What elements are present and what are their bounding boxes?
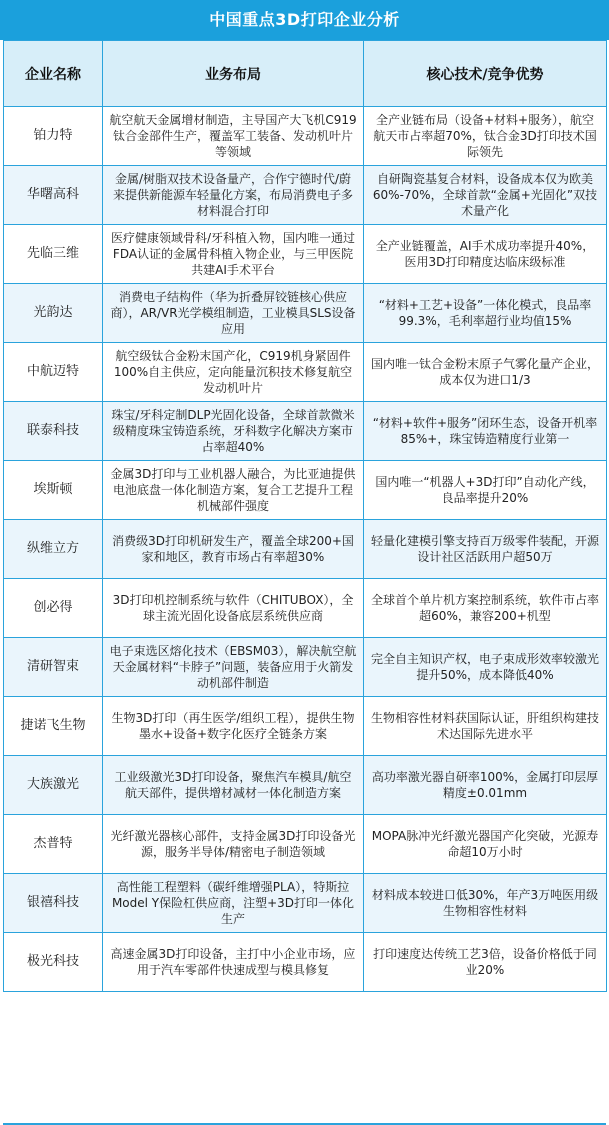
company-name-cell: 大族激光 [4, 756, 103, 815]
business-layout-cell: 消费级3D打印机研发生产，覆盖全球200+国家和地区，教育市场占有率超30% [103, 520, 364, 579]
table-row [4, 756, 607, 815]
table-row [4, 166, 607, 225]
core-advantage-cell: 全产业链布局（设备+材料+服务），航空航天市占率超70%，钛合金3D打印技术国际领先 [364, 107, 607, 166]
company-name-cell: 清研智束 [4, 638, 103, 697]
company-name-cell: 光韵达 [4, 284, 103, 343]
core-advantage-cell: 全球首个单片机方案控制系统，软件市占率超60%，兼容200+机型 [364, 579, 607, 638]
header-core-advantage: 核心技术/竞争优势 [364, 41, 607, 107]
header-business-layout: 业务布局 [103, 41, 364, 107]
company-name-cell: 极光科技 [4, 933, 103, 992]
business-layout-cell: 光纤激光器核心部件，支持金属3D打印设备光源，服务半导体/精密电子制造领域 [103, 815, 364, 874]
company-name-cell: 联泰科技 [4, 402, 103, 461]
table-row [4, 697, 607, 756]
core-advantage-cell: 轻量化建模引擎支持百万级零件装配，开源设计社区活跃用户超50万 [364, 520, 607, 579]
core-advantage-cell: 国内唯一“机器人+3D打印”自动化产线，良品率提升20% [364, 461, 607, 520]
core-advantage-cell: 自研陶瓷基复合材料，设备成本仅为欧美60%-70%，全球首款“金属+光固化”双技术量产化 [364, 166, 607, 225]
enterprise-table [3, 40, 607, 992]
table-row [4, 461, 607, 520]
company-name-cell: 创必得 [4, 579, 103, 638]
core-advantage-cell: 打印速度达传统工艺3倍，设备价格低于同业20% [364, 933, 607, 992]
table-row [4, 638, 607, 697]
core-advantage-cell: MOPA脉冲光纤激光器国产化突破，光源寿命超10万小时 [364, 815, 607, 874]
table-row [4, 402, 607, 461]
company-name-cell: 埃斯顿 [4, 461, 103, 520]
table-row [4, 874, 607, 933]
business-layout-cell: 航空航天金属增材制造，主导国产大飞机C919钛合金部件生产，覆盖军工装备、发动机叶片等领域 [103, 107, 364, 166]
table-row [4, 225, 607, 284]
header-company-name: 企业名称 [4, 41, 103, 107]
business-layout-cell: 高性能工程塑料（碳纤维增强PLA），特斯拉Model Y保险杠供应商，注塑+3D打印一体化生产 [103, 874, 364, 933]
company-name-cell: 杰普特 [4, 815, 103, 874]
business-layout-cell: 工业级激光3D打印设备，聚焦汽车模具/航空航天部件，提供增材减材一体化制造方案 [103, 756, 364, 815]
business-layout-cell: 医疗健康领域骨科/牙科植入物，国内唯一通过FDA认证的金属骨科植入物企业，与三甲医院共建AI手术平台 [103, 225, 364, 284]
core-advantage-cell: 材料成本较进口低30%，年产3万吨医用级生物相容性材料 [364, 874, 607, 933]
core-advantage-cell: “材料+工艺+设备”一体化模式，良品率99.3%，毛利率超行业均值15% [364, 284, 607, 343]
core-advantage-cell: 完全自主知识产权，电子束成形效率较激光提升50%，成本降低40% [364, 638, 607, 697]
company-name-cell: 中航迈特 [4, 343, 103, 402]
business-layout-cell: 珠宝/牙科定制DLP光固化设备，全球首款微米级精度珠宝铸造系统，牙科数字化解决方案市占率超40% [103, 402, 364, 461]
table-row [4, 343, 607, 402]
business-layout-cell: 高速金属3D打印设备，主打中小企业市场，应用于汽车零部件快速成型与模具修复 [103, 933, 364, 992]
table-body [4, 107, 607, 992]
business-layout-cell: 生物3D打印（再生医学/组织工程），提供生物墨水+设备+数字化医疗全链条方案 [103, 697, 364, 756]
core-advantage-cell: 全产业链覆盖，AI手术成功率提升40%，医用3D打印精度达临床级标准 [364, 225, 607, 284]
company-name-cell: 华曙高科 [4, 166, 103, 225]
core-advantage-cell: 高功率激光器自研率100%，金属打印层厚精度±0.01mm [364, 756, 607, 815]
business-layout-cell: 金属3D打印与工业机器人融合，为比亚迪提供电池底盘一体化制造方案，复合工艺提升工程机械部件强度 [103, 461, 364, 520]
table-row [4, 815, 607, 874]
table-row [4, 107, 607, 166]
table-row [4, 284, 607, 343]
business-layout-cell: 电子束选区熔化技术（EBSM03），解决航空航天金属材料“卡脖子”问题，装备应用于火箭发动机部件制造 [103, 638, 364, 697]
company-name-cell: 银禧科技 [4, 874, 103, 933]
business-layout-cell: 消费电子结构件（华为折叠屏铰链核心供应商），AR/VR光学模组制造，工业模具SLS设备应用 [103, 284, 364, 343]
company-name-cell: 先临三维 [4, 225, 103, 284]
table-header-row [4, 41, 607, 107]
business-layout-cell: 金属/树脂双技术设备量产，合作宁德时代/蔚来提供新能源车轻量化方案，布局消费电子多材料混合打印 [103, 166, 364, 225]
core-advantage-cell: “材料+软件+服务”闭环生态，设备开机率85%+，珠宝铸造精度行业第一 [364, 402, 607, 461]
core-advantage-cell: 生物相容性材料获国际认证，肝组织构建技术达国际先进水平 [364, 697, 607, 756]
page-title: 中国重点3D打印企业分析 [0, 0, 609, 40]
table-row [4, 579, 607, 638]
business-layout-cell: 航空级钛合金粉末国产化，C919机身紧固件100%自主供应，定向能量沉积技术修复航空发动机叶片 [103, 343, 364, 402]
table-row [4, 933, 607, 992]
table-row [4, 520, 607, 579]
company-name-cell: 纵维立方 [4, 520, 103, 579]
business-layout-cell: 3D打印机控制系统与软件（CHITUBOX），全球主流光固化设备底层系统供应商 [103, 579, 364, 638]
core-advantage-cell: 国内唯一钛合金粉末原子气雾化量产企业，成本仅为进口1/3 [364, 343, 607, 402]
company-name-cell: 铂力特 [4, 107, 103, 166]
company-name-cell: 捷诺飞生物 [4, 697, 103, 756]
